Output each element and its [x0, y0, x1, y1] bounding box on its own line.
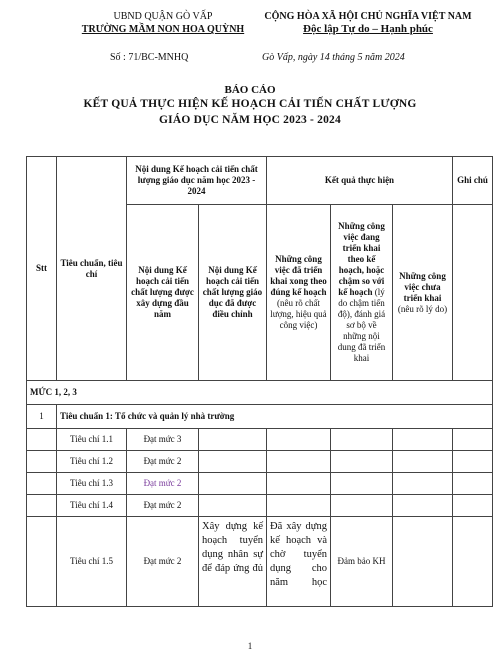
criteria-cell: Tiêu chí 1.2 — [57, 451, 127, 473]
col-header-ongoing: Những công việc đang triển khai theo kế hoạch, hoặc chậm so với kế hoạch (lý do chậm tiến độ), đánh giá sơ bộ về những nội dung đã triển khai — [331, 205, 393, 381]
note-header-blank — [453, 205, 493, 381]
table-row — [27, 451, 493, 473]
plan-cell: Đạt mức 2 — [127, 451, 199, 473]
col-header-plan-group: Nội dung Kế hoạch cải tiến chất lượng giáo dục năm học 2023 - 2024 — [127, 157, 267, 205]
plan-cell: Đạt mức 2 — [127, 495, 199, 517]
criteria-cell: Tiêu chí 1.5 — [57, 517, 127, 607]
col-header-criteria: Tiêu chuẩn, tiêu chí — [57, 157, 127, 381]
document-date: Gò Vấp, ngày 14 tháng 5 năm 2024 — [262, 52, 405, 63]
national-motto-block — [248, 10, 488, 36]
adjusted-cell: Xây dựng kế hoạch tuyển dụng nhân sự để đáp ứng đủ — [199, 517, 267, 607]
table-row — [27, 429, 493, 451]
report-title-line1: KẾT QUẢ THỰC HIỆN KẾ HOẠCH CẢI TIẾN CHẤT LƯỢNG — [83, 98, 417, 110]
agency-name: UBND QUẬN GÒ VẤP — [113, 11, 213, 22]
standard-label: Tiêu chuẩn 1: Tổ chức và quản lý nhà trường — [57, 405, 493, 429]
page-number: 1 — [247, 641, 253, 651]
document-number: Số : 71/BC-MNHQ — [110, 52, 189, 63]
plan-cell: Đạt mức 2 — [127, 517, 199, 607]
motto: Độc lập Tự do – Hạnh phúc — [303, 23, 433, 35]
report-table — [26, 156, 493, 607]
plan-cell: Đạt mức 3 — [127, 429, 199, 451]
col-header-stt: Stt — [27, 157, 57, 381]
nation-name: CỘNG HÒA XÃ HỘI CHỦ NGHĨA VIỆT NAM — [264, 11, 472, 22]
criteria-cell: Tiêu chí 1.4 — [57, 495, 127, 517]
agency-block — [58, 10, 268, 36]
done-cell: Đã xây dựng kế hoạch và chờ tuyển dụng cho năm học — [267, 517, 331, 607]
plan-cell: Đạt mức 2 — [127, 473, 199, 495]
ongoing-cell: Đảm bảo KH — [331, 517, 393, 607]
criteria-cell: Tiêu chí 1.3 — [57, 473, 127, 495]
col-header-result-group: Kết quả thực hiện — [267, 157, 453, 205]
table-row — [27, 495, 493, 517]
table-row — [27, 517, 493, 607]
col-header-plan-adjusted: Nội dung Kế hoạch cải tiến chất lượng giáo dục đã được điều chỉnh — [199, 205, 267, 381]
section-label: MỨC 1, 2, 3 — [27, 381, 493, 405]
school-name: TRƯỜNG MẦM NON HOA QUỲNH — [81, 24, 245, 35]
col-header-note: Ghi chú — [453, 157, 493, 205]
standard-number: 1 — [27, 405, 57, 429]
criteria-cell: Tiêu chí 1.1 — [57, 429, 127, 451]
table-row — [27, 473, 493, 495]
report-title-line2: GIÁO DỤC NĂM HỌC 2023 - 2024 — [159, 114, 341, 126]
col-header-not-done: Những công việc chưa triển khai (nêu rõ lý do) — [393, 205, 453, 381]
col-header-plan-initial: Nội dung Kế hoạch cải tiến chất lượng được xây dựng đầu năm — [127, 205, 199, 381]
col-header-done: Những công việc đã triển khai xong theo đúng kế hoạch (nêu rõ chất lượng, hiệu quả công việc) — [267, 205, 331, 381]
report-type: BÁO CÁO — [224, 84, 276, 96]
